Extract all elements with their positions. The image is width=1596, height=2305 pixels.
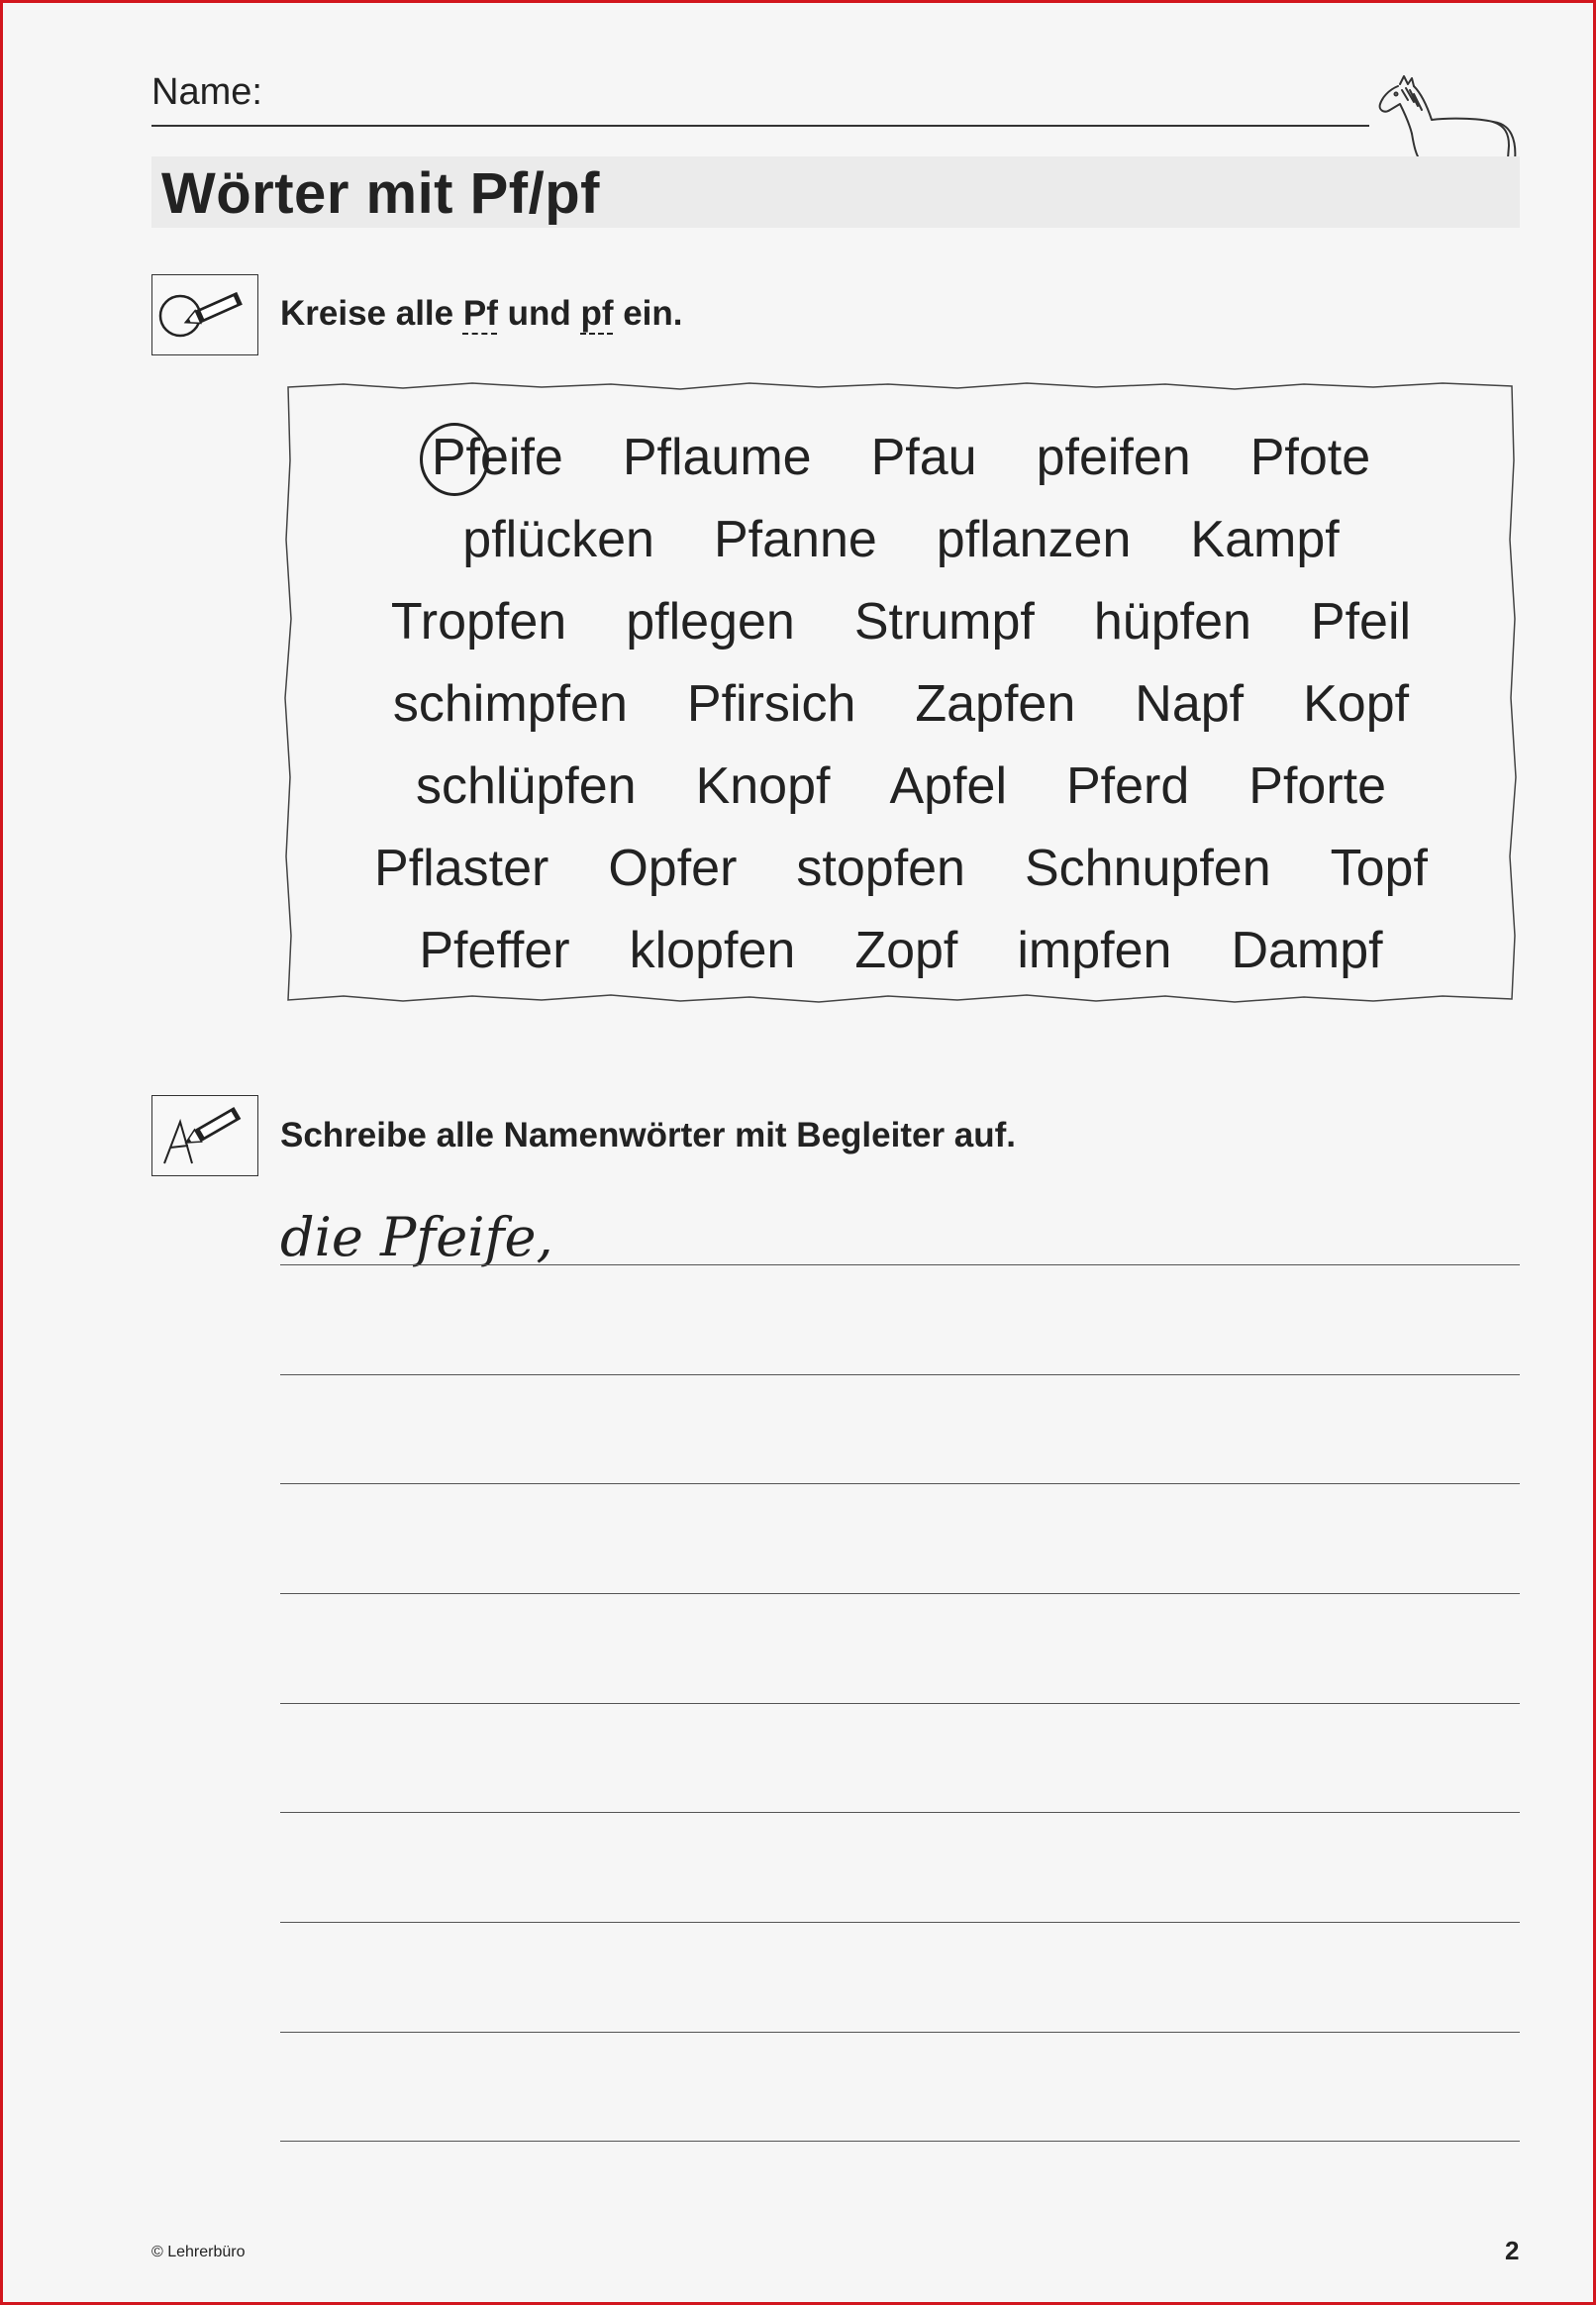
task2-instruction: Schreibe alle Namenwörter mit Begleiter auf. [280,1116,1017,1154]
word-item[interactable]: Zapfen [915,675,1076,733]
word-item[interactable]: Knopf [695,757,831,815]
word-item[interactable]: Napf [1135,675,1245,733]
answer-line[interactable] [280,1703,1520,1704]
word-item[interactable]: Pfeife [432,417,563,499]
word-item[interactable]: Kopf [1303,675,1410,733]
word-row [284,828,1518,910]
copyright-text: © Lehrerbüro [151,2244,246,2260]
word-item[interactable]: Pforte [1248,757,1387,815]
word-row [284,581,1518,663]
word-list [284,417,1518,992]
word-item[interactable]: impfen [1017,922,1172,979]
word-item[interactable]: Dampf [1231,922,1383,979]
word-item[interactable]: Schnupfen [1024,840,1271,897]
word-row [284,746,1518,828]
task1-pf-upper: Pf [462,294,498,333]
word-item[interactable]: Zopf [854,922,958,979]
word-item[interactable]: Apfel [889,757,1007,815]
circle-mark [420,423,489,496]
circle-pencil-icon [151,274,258,355]
word-item[interactable]: hüpfen [1093,593,1251,651]
name-field[interactable] [151,71,1369,127]
answer-line[interactable] [280,1483,1520,1484]
name-line [151,125,1369,127]
page-title: Wörter mit Pf/pf [161,161,600,226]
word-item[interactable]: Pfeil [1310,593,1412,651]
word-item[interactable]: Pfau [870,429,977,486]
answer-line[interactable] [280,1593,1520,1594]
word-item[interactable]: Tropfen [390,593,567,651]
answer-line[interactable] [280,2032,1520,2033]
word-item[interactable]: schlüpfen [415,757,637,815]
word-item[interactable]: klopfen [629,922,796,979]
word-box [284,381,1518,1005]
answer-line[interactable] [280,2141,1520,2142]
word-row [284,417,1518,499]
task1-mid: und [497,294,581,333]
word-item[interactable]: pflücken [462,511,654,568]
word-item[interactable]: Topf [1330,840,1428,897]
page-number: 2 [1505,2236,1520,2265]
word-item[interactable]: Pfanne [713,511,877,568]
word-item[interactable]: pfeifen [1036,429,1191,486]
answer-line[interactable] [280,1812,1520,1813]
word-item[interactable]: pflegen [626,593,795,651]
word-row [284,910,1518,992]
word-row [284,663,1518,746]
word-item[interactable]: Pfeffer [419,922,570,979]
title-bar [151,156,1520,228]
word-item[interactable]: stopfen [796,840,965,897]
word-item[interactable]: Kampf [1190,511,1340,568]
word-item[interactable]: Pflaume [622,429,812,486]
task1-instruction [280,294,683,334]
task1-prefix: Kreise alle [280,294,463,333]
word-item[interactable]: Pferd [1066,757,1190,815]
answer-line[interactable] [280,1264,1520,1265]
word-item[interactable]: Opfer [608,840,738,897]
word-item[interactable]: Pfote [1249,429,1371,486]
word-item[interactable]: Pflaster [374,840,549,897]
word-row [284,499,1518,581]
word-item[interactable]: pflanzen [936,511,1132,568]
word-item[interactable]: Pfirsich [686,675,856,733]
word-item[interactable]: Strumpf [853,593,1035,651]
task1-pf-lower: pf [580,294,614,333]
letter-a-pencil-icon [151,1095,258,1176]
answer-line[interactable] [280,1374,1520,1375]
answer-line[interactable] [280,1922,1520,1923]
word-item[interactable]: schimpfen [392,675,628,733]
example-answer: die Pfeife, [280,1206,553,1268]
task1-suffix: ein. [613,294,683,333]
name-label: Name: [151,71,262,113]
